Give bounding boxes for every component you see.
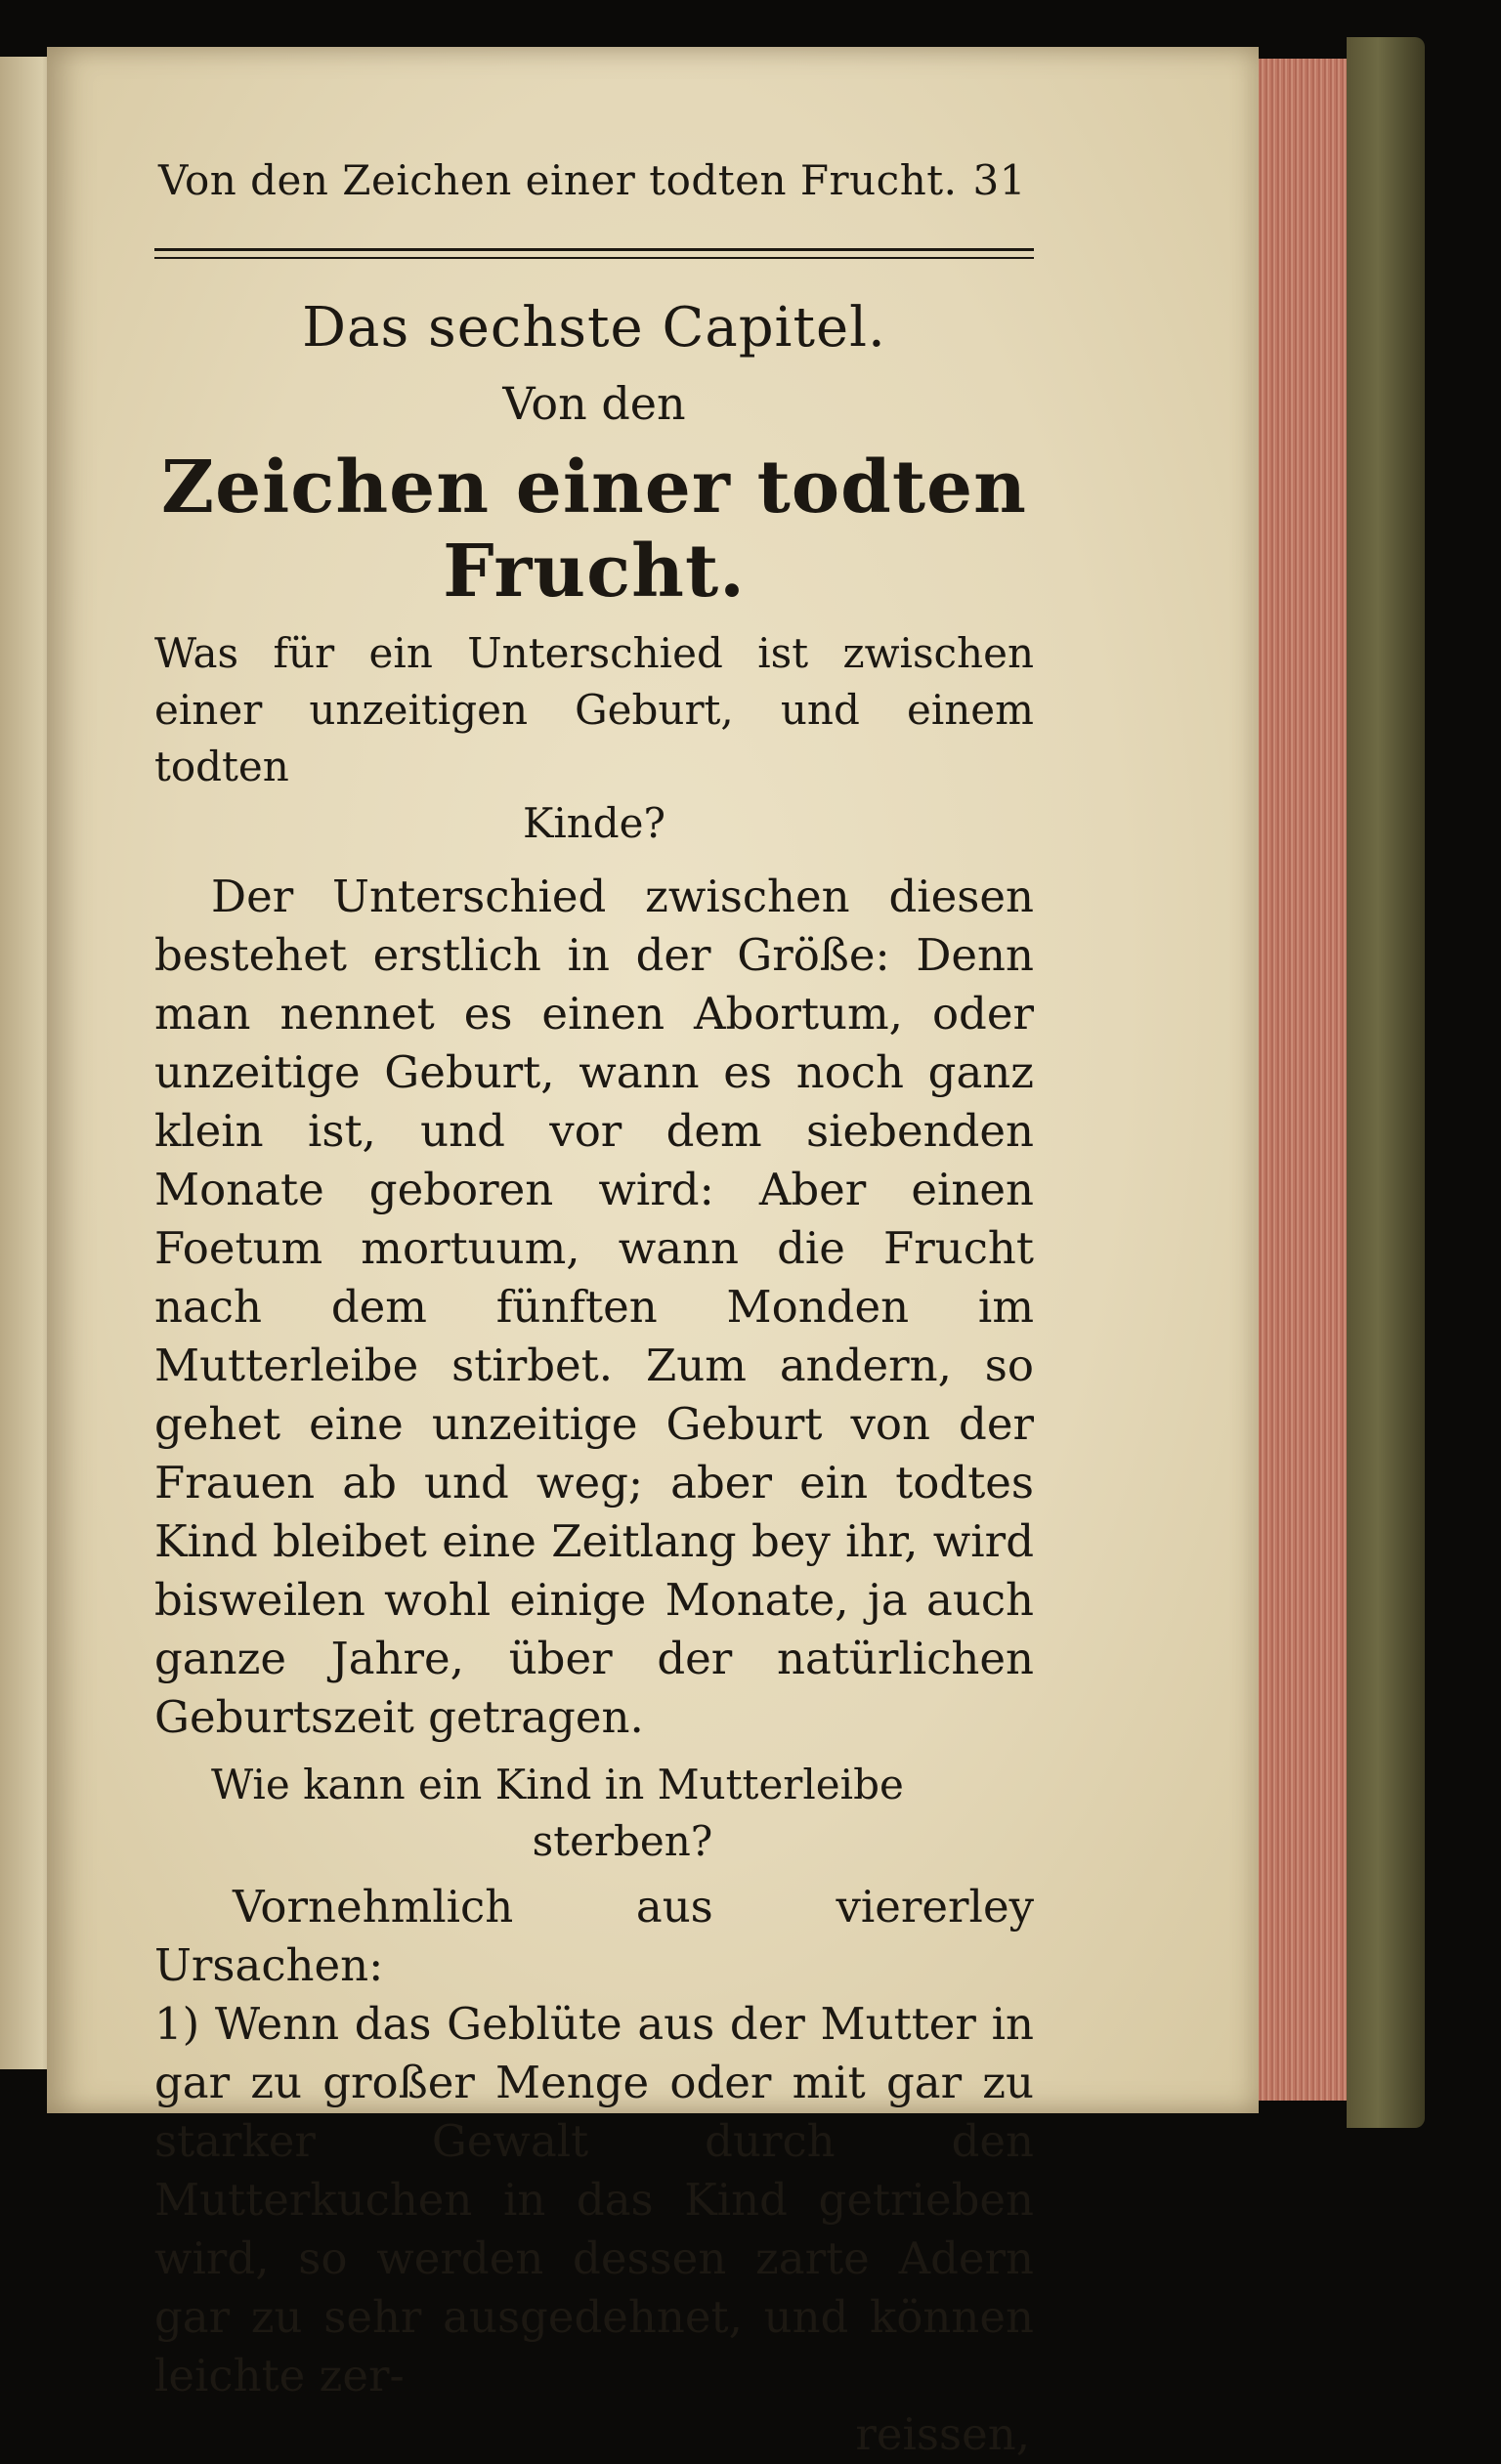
chapter-subheading: Von den [502,377,686,430]
chapter-heading: Das sechste Capitel. [302,296,886,360]
question-1-text: Was für ein Unterschied ist zwischen einer unzeitigen Geburt, und einem todten [154,629,1034,790]
question-2 [154,1757,1034,1870]
question-1-end: Kinde? [522,799,666,847]
book-cover [1347,37,1425,2128]
running-title: Von den Zeichen einer todten Frucht. [158,156,958,204]
answer-1: Der Unterschied zwischen diesen bestehet erstlich in der Größe: Denn man nennet es einen Abortum, oder unzeitige Geburt, wann es noch ganz klein ist, und vor dem siebenden Monate geboren wird: Aber einen Foetum mortuum, wann die Frucht nach dem fünften Monden im Mutterleibe stirbet. Zum andern, so gehet eine unzeitige Geburt von der Frauen ab und weg; aber ein todtes Kind bleibet eine Zeitlang bey ihr, wird bisweilen wohl einige Monate, ja auch ganze Jahre, über der natürlichen Geburtszeit getragen. [154,871,1034,1743]
running-header [154,156,1034,234]
page-block-edges [1259,59,1347,2101]
question-2-end: sterben? [532,1817,713,1865]
answer-2-intro: Vornehmlich aus viererley Ursachen: [154,1881,1034,1991]
question-2-text: Wie kann ein Kind in Mutterleibe [211,1761,904,1808]
catchword: reissen, [855,2408,1030,2460]
chapter-title: Zeichen einer todten Frucht. [161,446,1027,614]
answer-2-body: 1) Wenn das Geblüte aus der Mutter in gar zu großer Menge oder mit gar zu starker Gewalt durch den Mutterkuchen in das Kind getrieben wird, so werden dessen zarte Adern gar zu sehr ausgedehnet, und können leichte zer- [154,1998,1034,2401]
question-1 [154,625,1034,852]
page-number: 31 [972,156,1026,204]
page-text [154,156,1034,2464]
header-rule [154,248,1034,259]
